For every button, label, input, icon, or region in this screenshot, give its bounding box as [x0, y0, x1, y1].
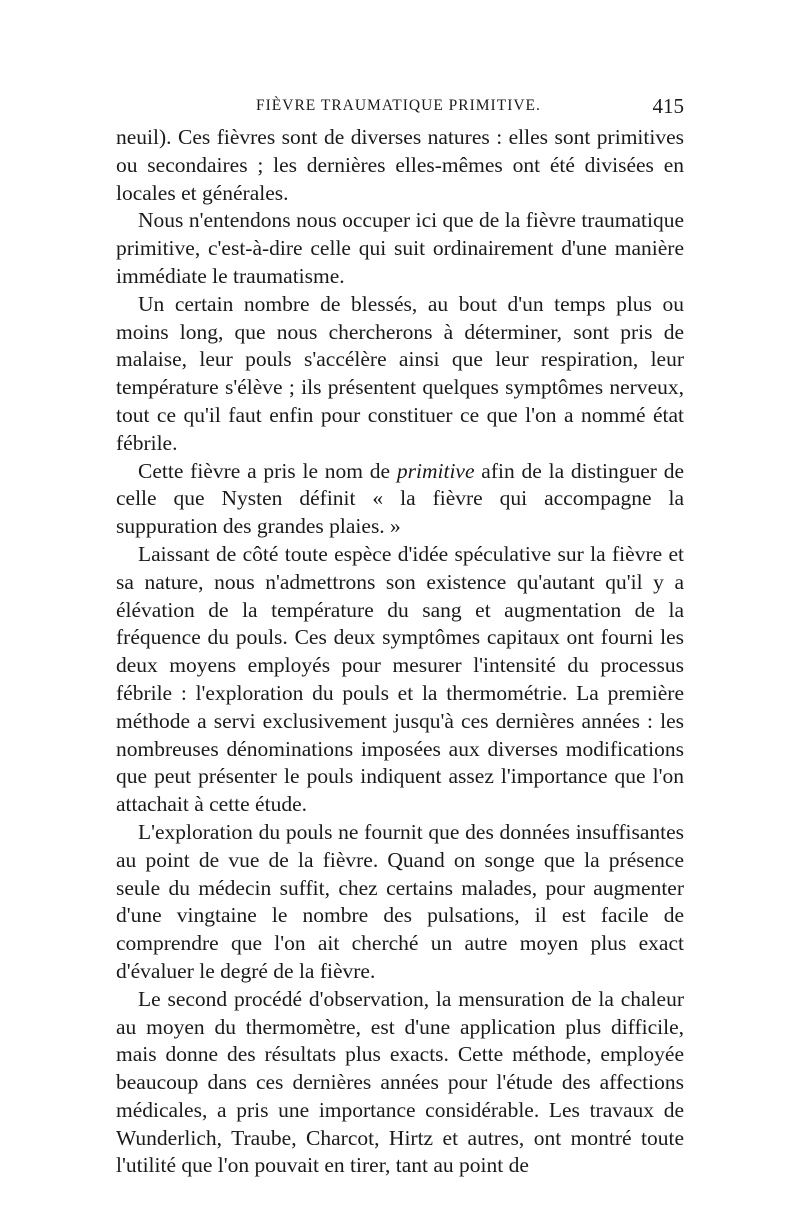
emphasis-primitive: primitive [396, 458, 475, 483]
page-body [116, 124, 684, 1180]
page-number: 415 [652, 94, 684, 118]
paragraph: Un certain nombre de blessés, au bout d'un temps plus ou moins long, que nous chercherons à déterminer, sont pris de malaise, leur pouls s'accélère ainsi que leur respiration, leur température s'élève ; ils présentent quelques symptômes nerveux, tout ce qu'il faut enfin pour constituer ce que l'on a nommé état fébrile. [116, 291, 684, 455]
paragraph-text: Cette fièvre a pris le nom de [138, 458, 397, 483]
paragraph: Laissant de côté toute espèce d'idée spéculative sur la fièvre et sa nature, nous n'admettrons son existence qu'autant qu'il y a élévation de la température du sang et augmentation de la fréquence du pouls. Ces deux symptômes capitaux ont fourni les deux moyens employés pour mesurer l'intensité du processus fébrile : l'exploration du pouls et la thermométrie. La première méthode a servi exclusivement jusqu'à ces dernières années : les nombreuses dénominations imposées aux diverses modifications que peut présenter le pouls indiquent assez l'importance que l'on attachait à cette étude. [116, 541, 684, 817]
paragraph-primitive [116, 458, 684, 541]
running-title: FIÈVRE TRAUMATIQUE PRIMITIVE. [256, 97, 541, 114]
paragraph: Nous n'entendons nous occuper ici que de la fièvre traumatique primitive, c'est-à-dire celle qui suit ordinairement d'une manière immédiate le traumatisme. [116, 208, 684, 288]
paragraph: L'exploration du pouls ne fournit que des données insuffisantes au point de vue de la fièvre. Quand on songe que la présence seule du médecin suffit, chez certains malades, pour augmenter d'une vingtaine le nombre des pulsations, il est facile de comprendre que l'on ait cherché un autre moyen plus exact d'évaluer le degré de la fièvre. [116, 819, 684, 983]
paragraph-continued: neuil). Ces fièvres sont de diverses natures : elles sont primitives ou secondaires ; les dernières elles-mêmes ont été divisées en locales et générales. [116, 125, 684, 205]
paragraph-text: afin de la distinguer de celle que Nysten définit « la fièvre qui accompagne la suppuration des grandes plaies. » [116, 458, 684, 539]
page-header [116, 92, 684, 120]
paragraph: Le second procédé d'observation, la mensuration de la chaleur au moyen du thermomètre, est d'une application plus difficile, mais donne des résultats plus exacts. Cette méthode, employée beaucoup dans ces dernières années pour l'étude des affections médicales, a pris une importance considérable. Les travaux de Wunderlich, Traube, Charcot, Hirtz et autres, ont montré toute l'utilité que l'on pouvait en tirer, tant au point de [116, 986, 684, 1178]
